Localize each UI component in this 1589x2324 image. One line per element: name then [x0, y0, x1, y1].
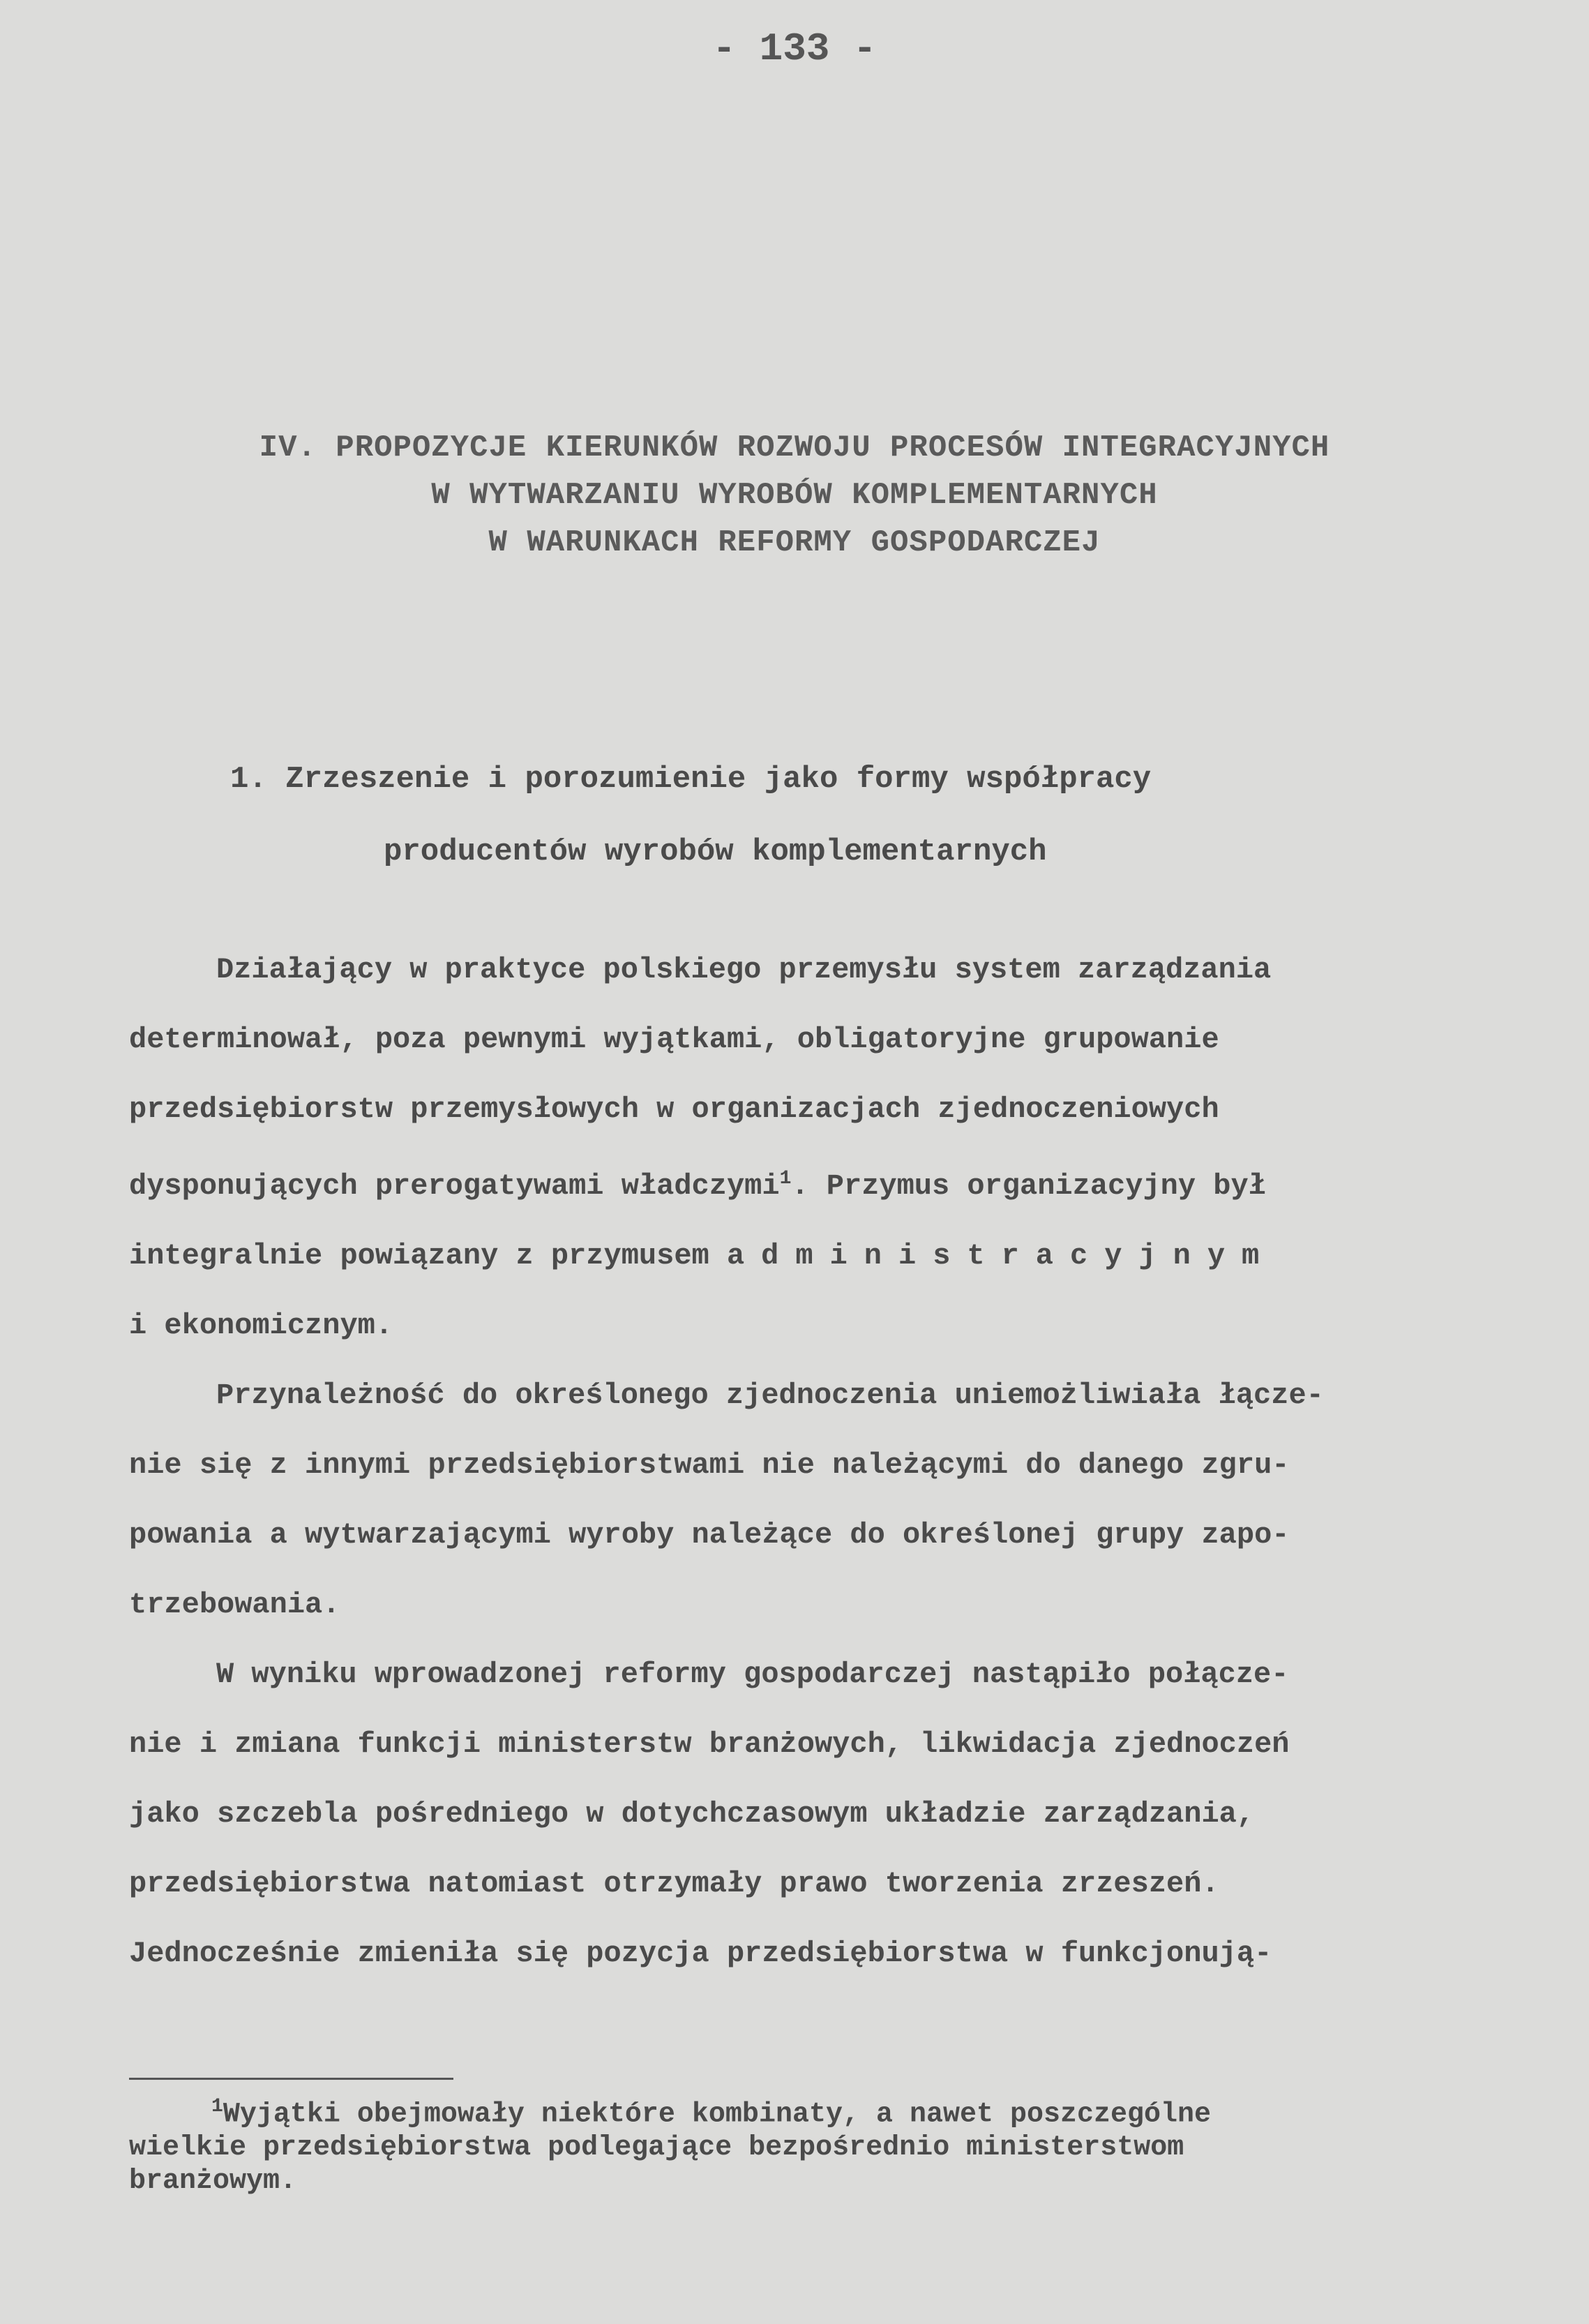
spaced-word: administracyjnym — [726, 1239, 1277, 1273]
paragraph-1-line-4-a: dysponujących prerogatywami władczymi — [129, 1169, 780, 1203]
paragraph-1-line-5 — [129, 1221, 1531, 1291]
paragraph-1-line-4-b: . Przymus organizacyjny był — [791, 1169, 1266, 1203]
paragraph-1-line-6: i ekonomicznym. — [129, 1309, 393, 1342]
section-title-line-2: producentów wyrobów komplementarnych — [384, 834, 1047, 869]
paragraph-2-line-2: nie się z innymi przedsiębiorstwami nie należącymi do danego zgru- — [129, 1448, 1290, 1482]
footnote — [129, 2090, 1531, 2198]
paragraph-3-line-5: Jednocześnie zmieniła się pozycja przedsiębiorstwa w funkcjonują- — [129, 1937, 1272, 1970]
chapter-title-line-2: W WYTWARZANIU WYROBÓW KOMPLEMENTARNYCH — [431, 478, 1158, 513]
footnote-divider — [129, 2078, 453, 2080]
paragraph-2-line-4: trzebowania. — [129, 1588, 340, 1621]
footnote-line-3: branżowym. — [129, 2166, 297, 2198]
chapter-title-line-3: W WARUNKACH REFORMY GOSPODARCZEJ — [488, 525, 1101, 560]
paragraph-1-line-4 — [129, 1144, 1531, 1221]
page-number: - 133 - — [712, 27, 877, 71]
paragraph-3-line-1: W wyniku wprowadzonej reformy gospodarczej nastąpiło połącze- — [216, 1658, 1289, 1691]
paragraph-1-line-5-a: integralnie powiązany z przymusem — [129, 1239, 709, 1273]
paragraph-2-line-1: Przynależność do określonego zjednoczenia uniemożliwiała łącze- — [216, 1379, 1324, 1412]
chapter-title — [0, 424, 1589, 567]
section-title-line-1: 1. Zrzeszenie i porozumienie jako formy współpracy — [230, 762, 1152, 797]
paragraph-1-line-1: Działający w praktyce polskiego przemysłu system zarządzania — [216, 953, 1272, 987]
section-title — [230, 743, 1416, 888]
paragraph-1-line-2: determinował, poza pewnymi wyjątkami, obligatoryjne grupowanie — [129, 1023, 1219, 1056]
footnote-line-1 — [129, 2090, 1531, 2131]
paragraph-1-line-3: przedsiębiorstw przemysłowych w organizacjach zjednoczeniowych — [129, 1093, 1219, 1126]
body-text — [129, 935, 1531, 1988]
paragraph-2-line-3: powania a wytwarzającymi wyroby należące do określonej grupy zapo- — [129, 1518, 1290, 1552]
footnote-reference: 1 — [779, 1168, 792, 1190]
footnote-line-2: wielkie przedsiębiorstwa podlegające bezpośrednio ministerstwom — [129, 2132, 1184, 2164]
footnote-line-1-text: Wyjątki obejmowały niektóre kombinaty, a nawet poszczególne — [223, 2099, 1212, 2131]
paragraph-3-line-3: jako szczebla pośredniego w dotychczasowym układzie zarządzania, — [129, 1797, 1255, 1831]
paragraph-3-line-2: nie i zmiana funkcji ministerstw branżowych, likwidacja zjednoczeń — [129, 1727, 1290, 1761]
chapter-title-line-1: IV. PROPOZYCJE KIERUNKÓW ROZWOJU PROCESÓW INTEGRACYJNYCH — [259, 430, 1330, 465]
footnote-marker: 1 — [211, 2096, 223, 2117]
paragraph-3-line-4: przedsiębiorstwa natomiast otrzymały prawo tworzenia zrzeszeń. — [129, 1867, 1219, 1901]
